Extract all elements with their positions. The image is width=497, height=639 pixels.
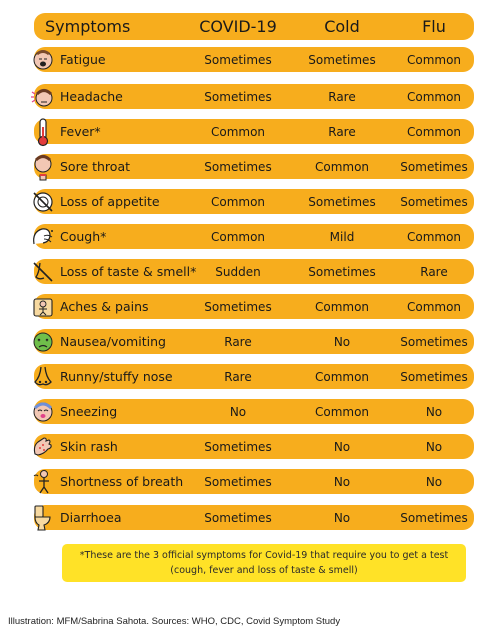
table-row xyxy=(34,469,474,494)
flu-frequency: Common xyxy=(406,229,462,244)
flu-frequency: Sometimes xyxy=(400,334,468,349)
symptom-name: Diarrhoea xyxy=(60,510,122,525)
footnote-line-2: (cough, fever and loss of taste & smell) xyxy=(170,565,358,576)
covid-frequency: Common xyxy=(210,229,266,244)
sneezing-face-icon xyxy=(30,396,56,427)
flu-frequency: No xyxy=(425,439,443,454)
symptom-name: Skin rash xyxy=(60,439,118,454)
cold-frequency: Sometimes xyxy=(308,194,376,209)
flu-frequency: Sometimes xyxy=(400,369,468,384)
table-row xyxy=(34,364,474,389)
flu-frequency: Common xyxy=(406,299,462,314)
table-row xyxy=(34,84,474,109)
flu-frequency: Common xyxy=(406,52,462,67)
symptom-name: Sneezing xyxy=(60,404,118,419)
cold-frequency: Common xyxy=(314,299,370,314)
cold-frequency: Common xyxy=(314,159,370,174)
footnote-line-1: *These are the 3 official symptoms for Covid-19 that require you to get a test xyxy=(79,550,449,561)
flu-frequency: Sometimes xyxy=(400,194,468,209)
table-row xyxy=(34,47,474,72)
covid-frequency: Common xyxy=(210,194,266,209)
symptom-name: Sore throat xyxy=(60,159,131,174)
sore-throat-icon xyxy=(30,151,56,182)
table-row xyxy=(34,119,474,144)
symptom-name: Fever* xyxy=(60,124,101,139)
plate-icon xyxy=(30,186,56,217)
flu-frequency: Sometimes xyxy=(400,510,468,525)
symptom-name: Aches & pains xyxy=(60,299,149,314)
covid-frequency: Sometimes xyxy=(204,89,272,104)
breathless-person-icon xyxy=(30,466,56,497)
header-flu: Flu xyxy=(422,17,446,36)
symptom-name: Headache xyxy=(60,89,123,104)
table-row xyxy=(34,259,474,284)
flu-frequency: Rare xyxy=(420,264,448,279)
cold-frequency: Mild xyxy=(329,229,355,244)
covid-frequency: No xyxy=(229,404,247,419)
covid-frequency: Sometimes xyxy=(204,474,272,489)
toilet-icon xyxy=(30,502,56,533)
symptom-name: Nausea/vomiting xyxy=(60,334,166,349)
cold-frequency: Rare xyxy=(328,89,356,104)
covid-frequency: Sudden xyxy=(215,264,261,279)
covid-frequency: Rare xyxy=(224,334,252,349)
header-cold: Cold xyxy=(324,17,360,36)
cough-icon xyxy=(30,221,56,252)
table-row xyxy=(34,294,474,319)
rash-hand-icon xyxy=(30,431,56,462)
symptom-name: Shortness of breath xyxy=(60,474,184,489)
table-row xyxy=(34,189,474,214)
cold-frequency: Common xyxy=(314,404,370,419)
flu-frequency: Sometimes xyxy=(400,159,468,174)
nauseated-face-icon xyxy=(30,326,56,357)
crossed-nose-icon xyxy=(30,256,56,287)
symptom-name: Loss of appetite xyxy=(60,194,160,209)
table-row xyxy=(34,399,474,424)
cold-frequency: Sometimes xyxy=(308,52,376,67)
aching-body-icon xyxy=(30,291,56,322)
symptom-name: Loss of taste & smell* xyxy=(60,264,197,279)
cold-frequency: No xyxy=(333,439,351,454)
source-credit: Illustration: MFM/Sabrina Sahota. Sources: WHO, CDC, Covid Symptom Study xyxy=(8,616,341,627)
flu-frequency: Common xyxy=(406,89,462,104)
table-row xyxy=(34,154,474,179)
footnote-box xyxy=(62,544,466,582)
covid-frequency: Sometimes xyxy=(204,159,272,174)
covid-frequency: Sometimes xyxy=(204,299,272,314)
cold-frequency: No xyxy=(333,510,351,525)
covid-frequency: Sometimes xyxy=(204,439,272,454)
covid-frequency: Rare xyxy=(224,369,252,384)
symptom-name: Runny/stuffy nose xyxy=(60,369,173,384)
cold-frequency: No xyxy=(333,334,351,349)
table-row xyxy=(34,434,474,459)
cold-frequency: Common xyxy=(314,369,370,384)
table-row xyxy=(34,329,474,354)
covid-frequency: Sometimes xyxy=(204,52,272,67)
cold-frequency: Rare xyxy=(328,124,356,139)
covid-frequency: Sometimes xyxy=(204,510,272,525)
covid-frequency: Common xyxy=(210,124,266,139)
flu-frequency: No xyxy=(425,404,443,419)
nose-icon xyxy=(30,361,56,392)
cold-frequency: No xyxy=(333,474,351,489)
thermometer-icon xyxy=(30,116,56,147)
flu-frequency: Common xyxy=(406,124,462,139)
tired-face-icon xyxy=(30,44,56,75)
header-symptoms: Symptoms xyxy=(45,17,131,36)
cold-frequency: Sometimes xyxy=(308,264,376,279)
headache-face-icon xyxy=(30,81,56,112)
table-header xyxy=(34,13,474,40)
symptom-name: Cough* xyxy=(60,229,107,244)
table-row xyxy=(34,505,474,530)
header-covid: COVID-19 xyxy=(199,17,277,36)
table-row xyxy=(34,224,474,249)
flu-frequency: No xyxy=(425,474,443,489)
symptom-name: Fatigue xyxy=(60,52,106,67)
